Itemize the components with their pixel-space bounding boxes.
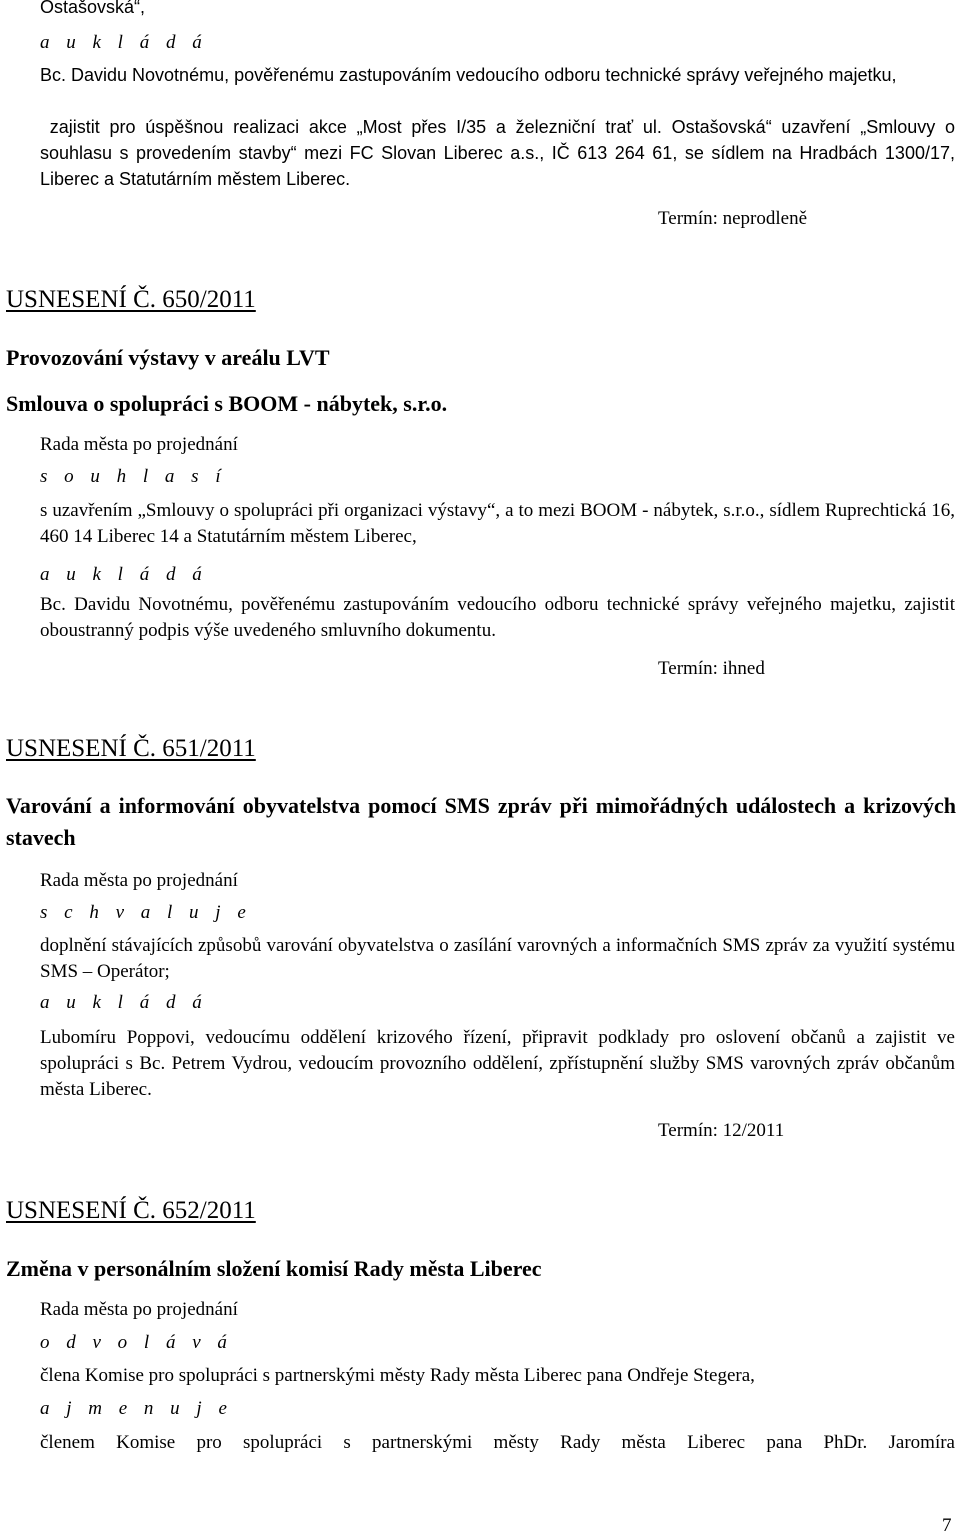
decision-text: s uzavřením „Smlouvy o spolupráci při organizaci výstavy“, a to mezi BOOM - nábytek, s.r.o., sídlem Ruprechtická 16, 460 14 Liberec 14 a Statutárním městem Liberec,	[40, 500, 955, 547]
resolution-subtitle: Smlouva o spolupráci s BOOM - nábytek, s.r.o.	[6, 391, 448, 416]
assignment-text: Bc. Davidu Novotnému, pověřenému zastupováním vedoucího odboru technické správy veřejného majetku, zajistit oboustranný podpis výše uvedeného smluvního dokumentu.	[40, 594, 955, 641]
council-intro: Rada města po projednání	[40, 434, 238, 455]
resolution-heading: USNESENÍ Č. 651/2011	[6, 735, 256, 762]
continuation-line: Ostašovská“,	[40, 0, 146, 17]
deadline: Termín: 12/2011	[658, 1120, 785, 1141]
council-intro: Rada města po projednání	[40, 870, 238, 891]
deadline: Termín: ihned	[658, 658, 765, 679]
action-verb: a u k l á d á	[40, 32, 208, 53]
resolution-heading: USNESENÍ Č. 652/2011	[6, 1197, 256, 1224]
assignment-text: členem Komise pro spolupráci s partnerskými městy Rady města Liberec pana PhDr. Jaromíra	[40, 1432, 955, 1453]
resolution-title: Provozování výstavy v areálu LVT	[6, 345, 330, 370]
assignment-text: Bc. Davidu Novotnému, pověřenému zastupováním vedoucího odboru technické správy veřejného majetku,	[40, 65, 897, 85]
resolution-heading: USNESENÍ Č. 650/2011	[6, 286, 256, 313]
council-intro: Rada města po projednání	[40, 1299, 238, 1320]
decision-verb: s o u h l a s í	[40, 466, 227, 487]
action-verb: a j m e n u j e	[40, 1398, 233, 1419]
decision-text: doplnění stávajících způsobů varování obyvatelstva o zasílání varovných a informačních SMS zpráv za využití systému SMS – Operátor;	[40, 935, 955, 982]
page-number: 7	[942, 1515, 952, 1536]
resolution-title: Změna v personálním složení komisí Rady města Liberec	[6, 1256, 542, 1281]
deadline: Termín: neprodleně	[658, 208, 808, 229]
decision-verb: s c h v a l u j e	[40, 902, 252, 923]
assignment-text-2: zajistit pro úspěšnou realizaci akce „Most přes I/35 a železniční trať ul. Ostašovská“ uzavření „Smlouvy o souhlasu s provedením stavby“ mezi FC Slovan Liberec a.s., IČ 613 264 61, se sídlem na Hradbách 1300/17, Liberec a Statutárním městem Liberec.	[40, 117, 960, 189]
assignment-text: Lubomíru Poppovi, vedoucímu oddělení krizového řízení, připravit podklady pro oslovení občanů a zajistit ve spolupráci s Bc. Petrem Vydrou, vedoucím provozního oddělení, zpřístupnění služby SMS varovných zpráv občanům města Liberec.	[40, 1027, 955, 1100]
action-verb: a u k l á d á	[40, 564, 208, 585]
resolution-title: Varování a informování obyvatelstva pomocí SMS zpráv při mimořádných událostech a krizových stavech	[6, 793, 956, 850]
action-verb: a u k l á d á	[40, 992, 208, 1013]
decision-verb: o d v o l á v á	[40, 1332, 233, 1353]
decision-text: člena Komise pro spolupráci s partnerskými městy Rady města Liberec pana Ondřeje Stegera,	[40, 1365, 755, 1386]
